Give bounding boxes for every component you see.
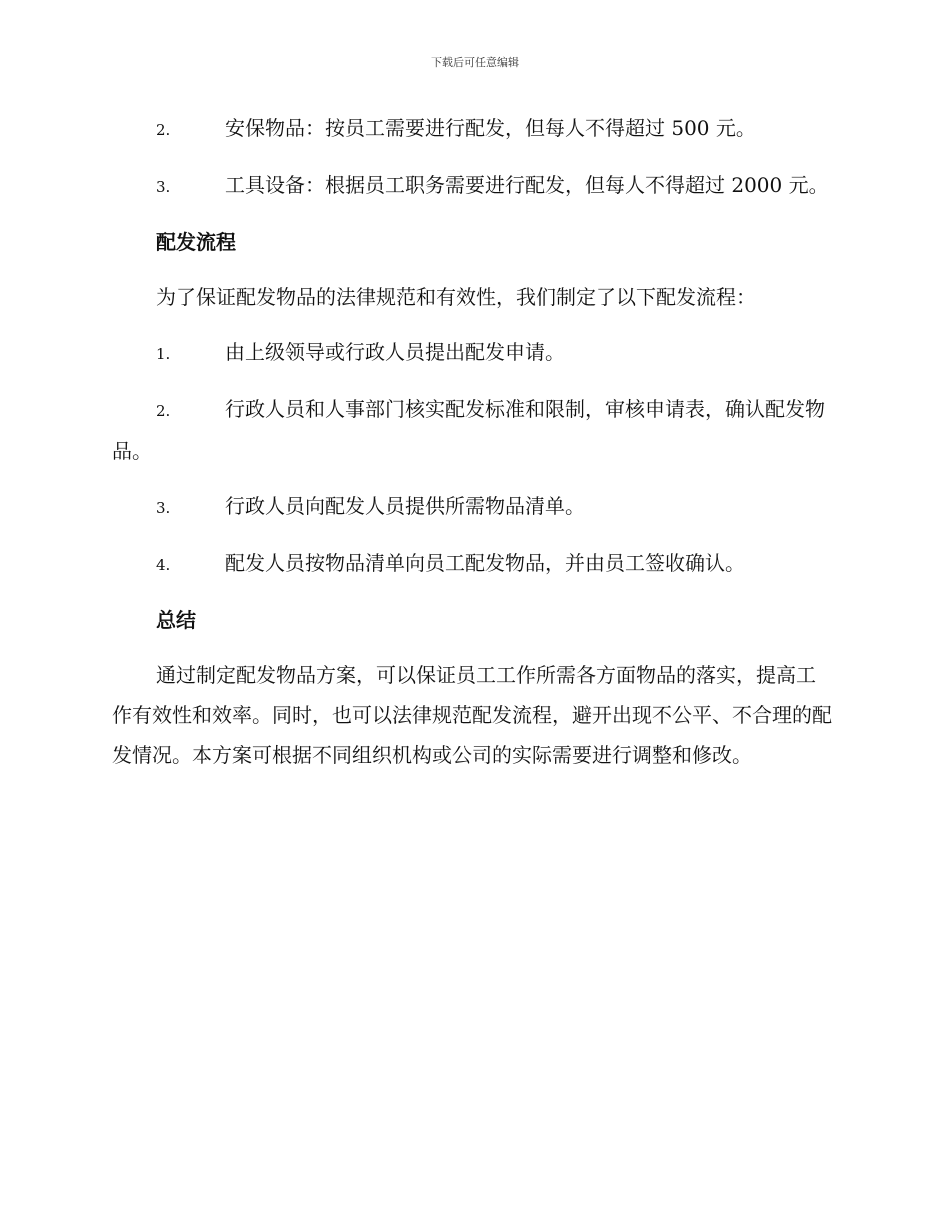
section-heading-summary: 总结: [156, 608, 196, 632]
summary-paragraph: 通过制定配发物品方案，可以保证员工工作所需各方面物品的落实，提高工作有效性和效率。同时，也可以法律规范配发流程，避开出现不公平、不合理的配发情况。本方案可根据不同组织机构或公司的实际需要进行调整和修改。: [112, 663, 832, 767]
list-text: 由上级领导或行政人员提出配发申请。: [225, 340, 565, 364]
page-header: 下载后可任意编辑: [431, 56, 519, 69]
section-heading-process: 配发流程: [156, 230, 236, 254]
list-item: [112, 108, 832, 150]
list-text: 行政人员和人事部门核实配发标准和限制，审核申请表，确认配发物品。: [112, 397, 825, 463]
list-number: 4.: [156, 556, 171, 574]
list-item: [112, 332, 832, 374]
list-item: [112, 486, 832, 528]
list-number: 2.: [156, 402, 171, 420]
list-number: 2.: [156, 121, 171, 139]
list-number: 3.: [156, 499, 171, 517]
list-text: 行政人员向配发人员提供所需物品清单。: [225, 494, 585, 518]
process-intro: 为了保证配发物品的法律规范和有效性，我们制定了以下配发流程：: [156, 285, 756, 309]
list-text: 配发人员按物品清单向员工配发物品，并由员工签收确认。: [225, 551, 745, 575]
list-text: 工具设备：根据员工职务需要进行配发，但每人不得超过 2000 元。: [225, 173, 829, 197]
list-item: [112, 389, 832, 471]
document-body: [112, 108, 832, 790]
list-number: 3.: [156, 178, 171, 196]
list-number: 1.: [156, 345, 171, 363]
list-item: [112, 543, 832, 585]
list-item: [112, 165, 832, 207]
list-text: 安保物品：按员工需要进行配发，但每人不得超过 500 元。: [225, 116, 756, 140]
